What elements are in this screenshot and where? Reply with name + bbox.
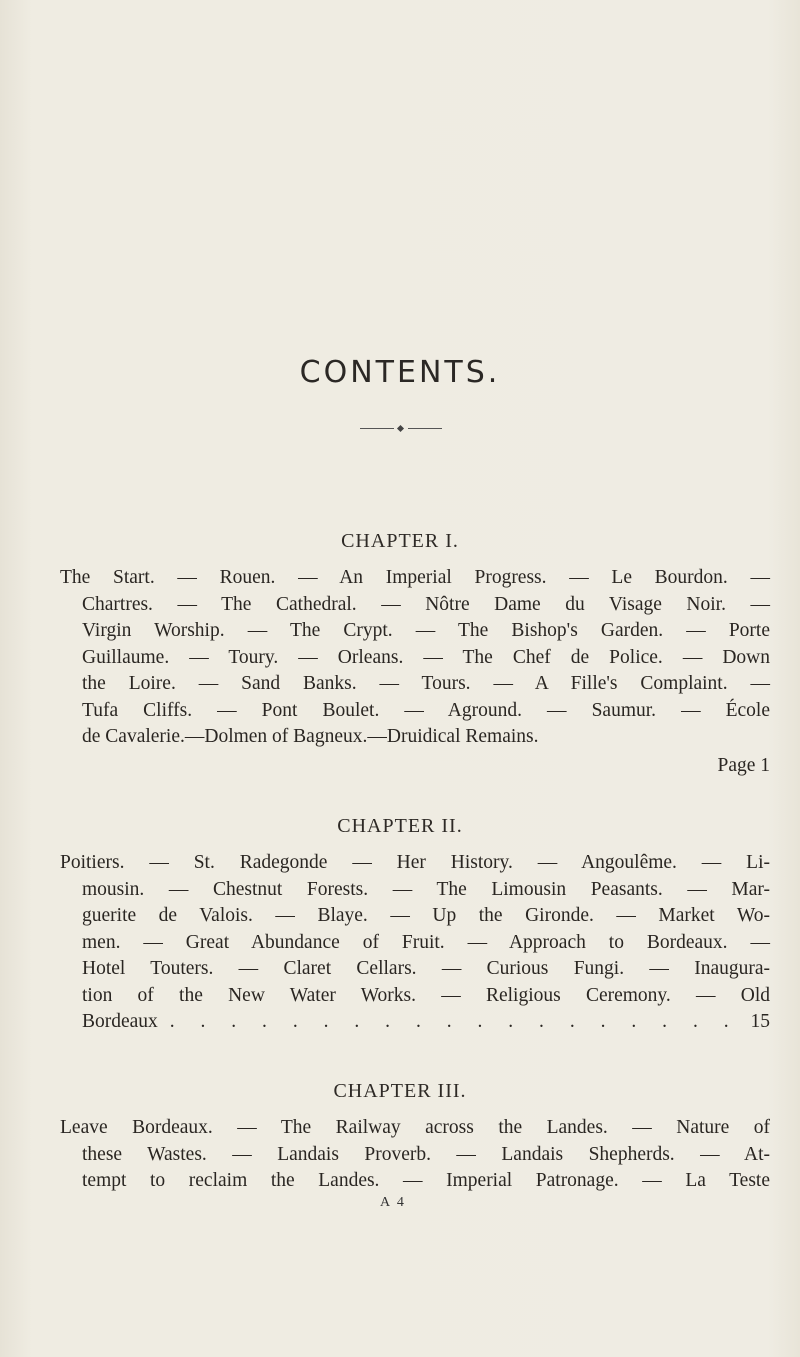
diamond-ornament-icon xyxy=(397,425,404,432)
summary-line: the Loire. — Sand Banks. — Tours. — A Fille's Complaint. — xyxy=(82,673,770,694)
summary-line: Leave Bordeaux. — The Railway across the Landes. — Nature of xyxy=(60,1117,770,1138)
summary-line: The Start. — Rouen. — An Imperial Progress. — Le Bourdon. — xyxy=(60,567,770,588)
ornamental-divider xyxy=(360,423,442,435)
summary-line-with-leader xyxy=(60,1009,770,1036)
summary-line: Poitiers. — St. Radegonde — Her History. — Angoulême. — Li- xyxy=(60,852,770,873)
summary-line: mousin. — Chestnut Forests. — The Limousin Peasants. — Mar- xyxy=(82,878,770,900)
chapter-2-summary xyxy=(60,850,770,1036)
chapter-1-summary xyxy=(60,565,770,751)
chapter-2-page-ref: 15 xyxy=(750,1011,771,1032)
summary-last-line: Bordeaux xyxy=(82,1011,158,1032)
divider-rule-left xyxy=(360,428,394,429)
dot-leader: . . . . . . . . . . . . . . . . . . . xyxy=(169,1011,739,1032)
summary-line: tempt to reclaim the Landes. — Imperial Patronage. — La Teste xyxy=(82,1170,770,1191)
summary-line: Hotel Touters. — Claret Cellars. — Curious Fungi. — Inaugura- xyxy=(82,958,770,979)
summary-line: guerite de Valois. — Blaye. — Up the Gironde. — Market Wo- xyxy=(82,905,770,926)
chapter-1-title: CHAPTER I. xyxy=(341,530,459,552)
chapter-3-summary xyxy=(60,1115,770,1195)
summary-line: Tufa Cliffs. — Pont Boulet. — Aground. — Saumur. — École xyxy=(82,699,770,721)
page-heading: CONTENTS. xyxy=(299,355,501,390)
chapter-2-title: CHAPTER II. xyxy=(337,815,463,837)
chapter-1-page-ref: Page 1 xyxy=(717,755,770,776)
summary-line: Chartres. — The Cathedral. — Nôtre Dame du Visage Noir. — xyxy=(82,593,770,615)
summary-line: Virgin Worship. — The Crypt. — The Bishop's Garden. — Porte xyxy=(82,620,770,641)
summary-line: de Cavalerie.—Dolmen of Bagneux.—Druidical Remains. xyxy=(82,726,539,747)
summary-line: Guillaume. — Toury. — Orleans. — The Chef de Police. — Down xyxy=(82,646,770,668)
chapter-3-title: CHAPTER III. xyxy=(333,1080,467,1102)
signature-mark: A 4 xyxy=(380,1195,406,1210)
summary-line: these Wastes. — Landais Proverb. — Landais Shepherds. — At- xyxy=(82,1143,770,1165)
divider-rule-right xyxy=(408,428,442,429)
summary-line: tion of the New Water Works. — Religious Ceremony. — Old xyxy=(82,984,770,1006)
summary-line: men. — Great Abundance of Fruit. — Approach to Bordeaux. — xyxy=(82,931,770,953)
